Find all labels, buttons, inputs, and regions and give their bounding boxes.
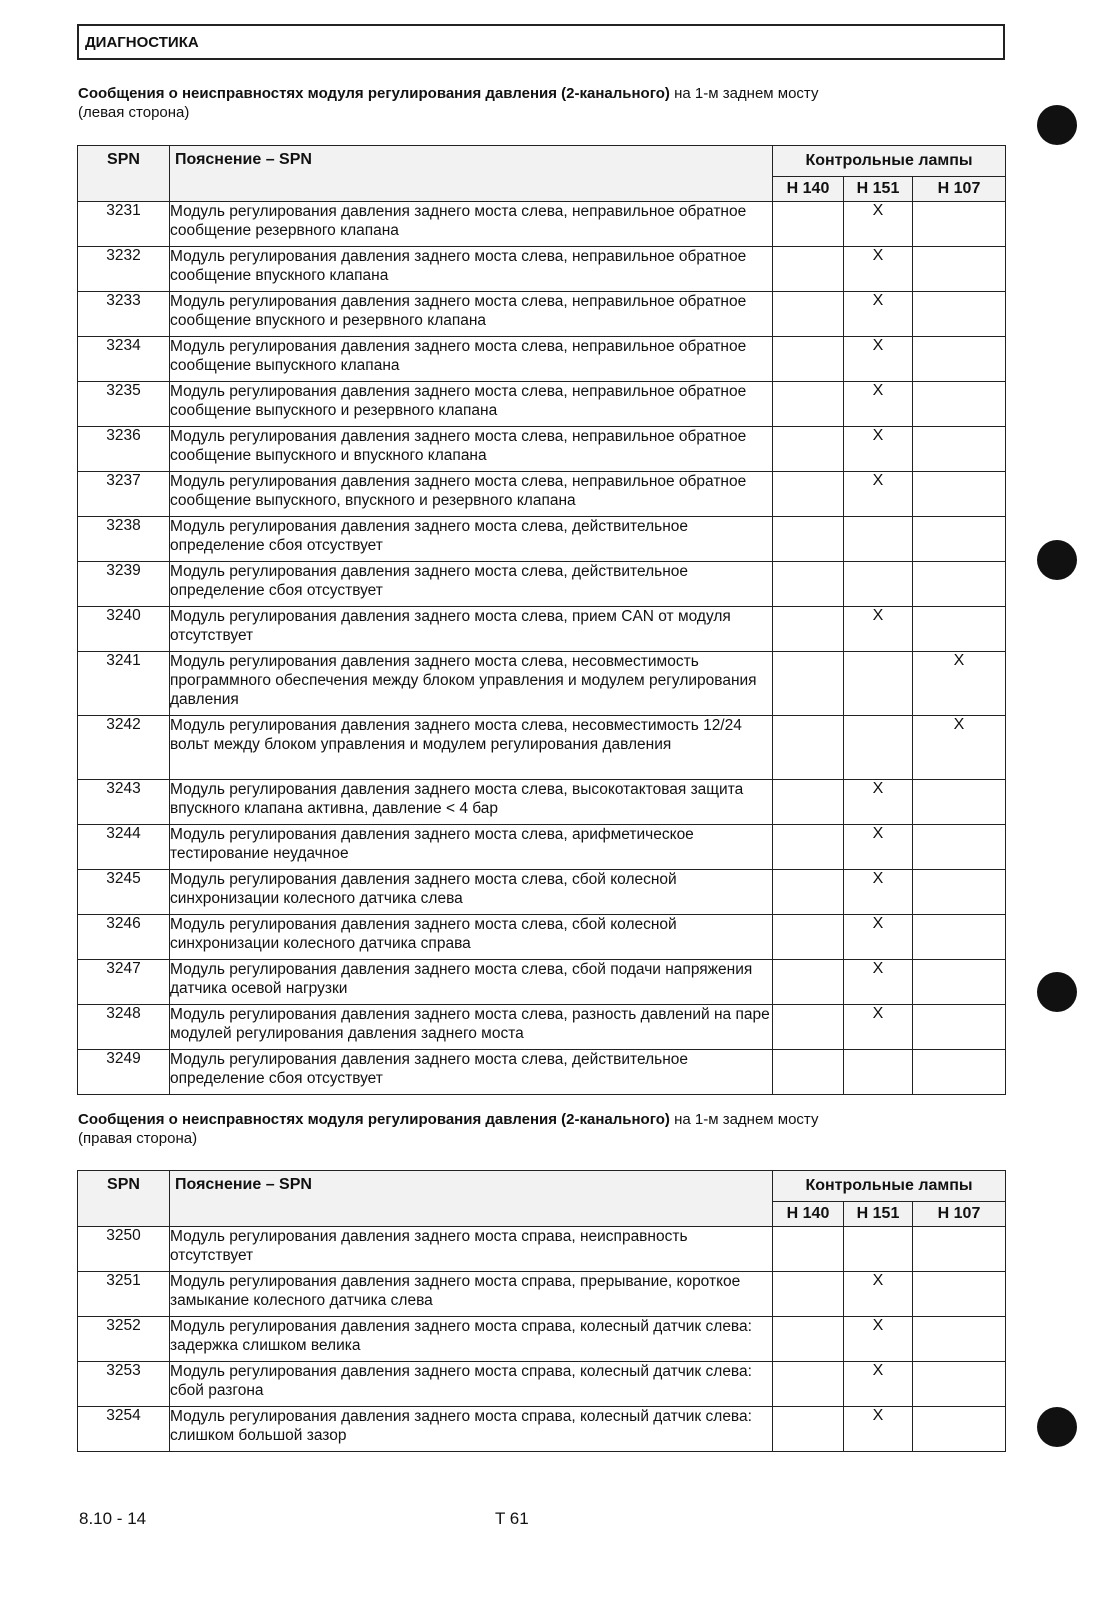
table-row [78, 652, 1006, 716]
lamp-h107-cell [913, 825, 1006, 870]
lamp-h151-cell: X [844, 427, 913, 472]
desc-cell: Модуль регулирования давления заднего моста слева, сбой подачи напряжения датчика осевой нагрузки [170, 960, 773, 1005]
col-header-h140: H 140 [773, 177, 844, 202]
col-header-spn: SPN [78, 146, 170, 202]
spn-cell: 3242 [78, 716, 170, 780]
lamp-h151-cell: X [844, 247, 913, 292]
table-row [78, 517, 1006, 562]
lamp-h140-cell [773, 870, 844, 915]
section-title-bold: Сообщения о неисправностях модуля регулирования давления (2-канального) [78, 85, 670, 102]
lamp-h151-cell: X [844, 472, 913, 517]
lamp-h107-cell [913, 382, 1006, 427]
spn-cell: 3239 [78, 562, 170, 607]
spn-cell: 3231 [78, 202, 170, 247]
table-row [78, 382, 1006, 427]
desc-cell: Модуль регулирования давления заднего моста слева, действительное определение сбоя отсуствует [170, 562, 773, 607]
desc-cell: Модуль регулирования давления заднего моста слева, высокотактовая защита впускного клапана активна, давление < 4 бар [170, 780, 773, 825]
lamp-h107-cell [913, 427, 1006, 472]
footer-section-number: 8.10 - 14 [79, 1509, 147, 1528]
table-row [78, 607, 1006, 652]
spn-cell: 3244 [78, 825, 170, 870]
lamp-h151-cell [844, 652, 913, 716]
lamp-h107-cell [913, 292, 1006, 337]
lamp-h140-cell [773, 1272, 844, 1317]
lamp-h107-cell [913, 1050, 1006, 1095]
page-header [77, 24, 1005, 60]
section-title-side: (левая сторона) [78, 104, 190, 121]
spn-cell: 3243 [78, 780, 170, 825]
desc-cell: Модуль регулирования давления заднего моста слева, несовместимость 12/24 вольт между блоком управления и модулем регулирования давления [170, 716, 773, 780]
lamp-h140-cell [773, 202, 844, 247]
binder-hole-mark [1037, 972, 1077, 1012]
section-title-right [78, 1110, 978, 1148]
lamp-h140-cell [773, 1407, 844, 1452]
desc-cell: Модуль регулирования давления заднего моста слева, арифметическое тестирование неудачное [170, 825, 773, 870]
col-header-lamps: Контрольные лампы [773, 146, 1006, 177]
section-title-bold: Сообщения о неисправностях модуля регулирования давления (2-канального) [78, 1111, 670, 1128]
table-row [78, 1050, 1006, 1095]
section-title-rest: на 1-м заднем мосту [669, 85, 819, 102]
lamp-h151-cell: X [844, 202, 913, 247]
lamp-h151-cell: X [844, 1317, 913, 1362]
lamp-h140-cell [773, 292, 844, 337]
spn-cell: 3238 [78, 517, 170, 562]
lamp-h140-cell [773, 562, 844, 607]
spn-cell: 3235 [78, 382, 170, 427]
lamp-h151-cell: X [844, 607, 913, 652]
lamp-h140-cell [773, 427, 844, 472]
lamp-h140-cell [773, 716, 844, 780]
table-row [78, 915, 1006, 960]
lamp-h151-cell [844, 1227, 913, 1272]
table-row [78, 870, 1006, 915]
spn-cell: 3252 [78, 1317, 170, 1362]
spn-cell: 3240 [78, 607, 170, 652]
lamp-h151-cell: X [844, 292, 913, 337]
table-row [78, 1005, 1006, 1050]
lamp-h151-cell: X [844, 780, 913, 825]
col-header-h151: H 151 [844, 177, 913, 202]
spn-cell: 3247 [78, 960, 170, 1005]
lamp-h107-cell [913, 1362, 1006, 1407]
spn-cell: 3246 [78, 915, 170, 960]
desc-cell: Модуль регулирования давления заднего моста слева, сбой колесной синхронизации колесного датчика справа [170, 915, 773, 960]
desc-cell: Модуль регулирования давления заднего моста слева, сбой колесной синхронизации колесного датчика слева [170, 870, 773, 915]
lamp-h107-cell [913, 1005, 1006, 1050]
lamp-h140-cell [773, 472, 844, 517]
desc-cell: Модуль регулирования давления заднего моста слева, неправильное обратное сообщение выпускного, впускного и резервного клапана [170, 472, 773, 517]
lamp-h140-cell [773, 652, 844, 716]
spn-cell: 3245 [78, 870, 170, 915]
lamp-h107-cell [913, 562, 1006, 607]
lamp-h140-cell [773, 1050, 844, 1095]
lamp-h107-cell: X [913, 716, 1006, 780]
lamp-h140-cell [773, 1005, 844, 1050]
lamp-h107-cell [913, 1407, 1006, 1452]
spn-cell: 3236 [78, 427, 170, 472]
lamp-h151-cell [844, 716, 913, 780]
table-row [78, 202, 1006, 247]
spn-cell: 3251 [78, 1272, 170, 1317]
lamp-h151-cell [844, 562, 913, 607]
desc-cell: Модуль регулирования давления заднего моста слева, неправильное обратное сообщение впускного клапана [170, 247, 773, 292]
lamp-h107-cell [913, 1227, 1006, 1272]
lamp-h140-cell [773, 337, 844, 382]
lamp-h107-cell [913, 1272, 1006, 1317]
col-header-desc: Пояснение – SPN [170, 1171, 773, 1227]
table-row [78, 562, 1006, 607]
lamp-h140-cell [773, 825, 844, 870]
section-title-rest: на 1-м заднем мосту [669, 1111, 819, 1128]
table-row [78, 825, 1006, 870]
table-row [78, 247, 1006, 292]
lamp-h151-cell: X [844, 1005, 913, 1050]
lamp-h140-cell [773, 1362, 844, 1407]
desc-cell: Модуль регулирования давления заднего моста справа, прерывание, короткое замыкание колесного датчика слева [170, 1272, 773, 1317]
binder-hole-mark [1037, 1407, 1077, 1447]
spn-cell: 3233 [78, 292, 170, 337]
lamp-h151-cell: X [844, 870, 913, 915]
lamp-h107-cell [913, 607, 1006, 652]
col-header-spn: SPN [78, 1171, 170, 1227]
spn-cell: 3237 [78, 472, 170, 517]
lamp-h151-cell [844, 517, 913, 562]
col-header-lamps: Контрольные лампы [773, 1171, 1006, 1202]
table-row [78, 716, 1006, 780]
lamp-h151-cell: X [844, 1362, 913, 1407]
desc-cell: Модуль регулирования давления заднего моста слева, прием CAN от модуля отсутствует [170, 607, 773, 652]
table-row [78, 780, 1006, 825]
table-row [78, 292, 1006, 337]
col-header-h140: H 140 [773, 1202, 844, 1227]
col-header-desc: Пояснение – SPN [170, 146, 773, 202]
footer-page-number: T 61 [495, 1509, 529, 1528]
lamp-h107-cell [913, 337, 1006, 382]
col-header-h107: H 107 [913, 1202, 1006, 1227]
spn-cell: 3248 [78, 1005, 170, 1050]
lamp-h107-cell [913, 1317, 1006, 1362]
spn-cell: 3249 [78, 1050, 170, 1095]
table-row [78, 427, 1006, 472]
lamp-h140-cell [773, 915, 844, 960]
col-header-h107: H 107 [913, 177, 1006, 202]
lamp-h107-cell [913, 870, 1006, 915]
lamp-h151-cell: X [844, 915, 913, 960]
table-row [78, 1272, 1006, 1317]
desc-cell: Модуль регулирования давления заднего моста слева, действительное определение сбоя отсуствует [170, 517, 773, 562]
error-table-left [77, 145, 1006, 1095]
table-row [78, 1317, 1006, 1362]
spn-cell: 3232 [78, 247, 170, 292]
lamp-h151-cell [844, 1050, 913, 1095]
lamp-h140-cell [773, 607, 844, 652]
lamp-h107-cell [913, 202, 1006, 247]
desc-cell: Модуль регулирования давления заднего моста слева, неправильное обратное сообщение впускного и резервного клапана [170, 292, 773, 337]
lamp-h151-cell: X [844, 337, 913, 382]
spn-cell: 3253 [78, 1362, 170, 1407]
header-title: ДИАГНОСТИКА [85, 34, 199, 51]
table-row [78, 472, 1006, 517]
lamp-h107-cell [913, 472, 1006, 517]
lamp-h151-cell: X [844, 1407, 913, 1452]
error-table-right [77, 1170, 1006, 1452]
lamp-h107-cell [913, 517, 1006, 562]
spn-cell: 3250 [78, 1227, 170, 1272]
desc-cell: Модуль регулирования давления заднего моста справа, колесный датчик слева: слишком большой зазор [170, 1407, 773, 1452]
desc-cell: Модуль регулирования давления заднего моста слева, действительное определение сбоя отсуствует [170, 1050, 773, 1095]
desc-cell: Модуль регулирования давления заднего моста слева, неправильное обратное сообщение резервного клапана [170, 202, 773, 247]
lamp-h151-cell: X [844, 960, 913, 1005]
desc-cell: Модуль регулирования давления заднего моста справа, колесный датчик слева: сбой разгона [170, 1362, 773, 1407]
lamp-h151-cell: X [844, 382, 913, 427]
lamp-h107-cell [913, 780, 1006, 825]
lamp-h107-cell [913, 915, 1006, 960]
desc-cell: Модуль регулирования давления заднего моста слева, неправильное обратное сообщение выпускного и впускного клапана [170, 427, 773, 472]
table-row [78, 1407, 1006, 1452]
lamp-h151-cell: X [844, 1272, 913, 1317]
binder-hole-mark [1037, 105, 1077, 145]
section-title-side: (правая сторона) [78, 1130, 198, 1147]
table-row [78, 1362, 1006, 1407]
lamp-h107-cell [913, 960, 1006, 1005]
lamp-h140-cell [773, 1227, 844, 1272]
desc-cell: Модуль регулирования давления заднего моста справа, неисправность отсутствует [170, 1227, 773, 1272]
table-row [78, 1227, 1006, 1272]
lamp-h140-cell [773, 960, 844, 1005]
spn-cell: 3254 [78, 1407, 170, 1452]
col-header-h151: H 151 [844, 1202, 913, 1227]
lamp-h140-cell [773, 780, 844, 825]
desc-cell: Модуль регулирования давления заднего моста слева, разность давлений на паре модулей регулирования давления заднего моста [170, 1005, 773, 1050]
spn-cell: 3234 [78, 337, 170, 382]
desc-cell: Модуль регулирования давления заднего моста слева, несовместимость программного обеспечения между блоком управления и модулем регулирования давления [170, 652, 773, 716]
lamp-h140-cell [773, 1317, 844, 1362]
lamp-h107-cell: X [913, 652, 1006, 716]
lamp-h140-cell [773, 517, 844, 562]
section-title-left [78, 84, 978, 122]
lamp-h107-cell [913, 247, 1006, 292]
table-row [78, 337, 1006, 382]
spn-cell: 3241 [78, 652, 170, 716]
lamp-h140-cell [773, 382, 844, 427]
lamp-h140-cell [773, 247, 844, 292]
binder-hole-mark [1037, 540, 1077, 580]
desc-cell: Модуль регулирования давления заднего моста слева, неправильное обратное сообщение выпускного и резервного клапана [170, 382, 773, 427]
table-row [78, 960, 1006, 1005]
desc-cell: Модуль регулирования давления заднего моста справа, колесный датчик слева: задержка слишком велика [170, 1317, 773, 1362]
lamp-h151-cell: X [844, 825, 913, 870]
desc-cell: Модуль регулирования давления заднего моста слева, неправильное обратное сообщение выпускного клапана [170, 337, 773, 382]
